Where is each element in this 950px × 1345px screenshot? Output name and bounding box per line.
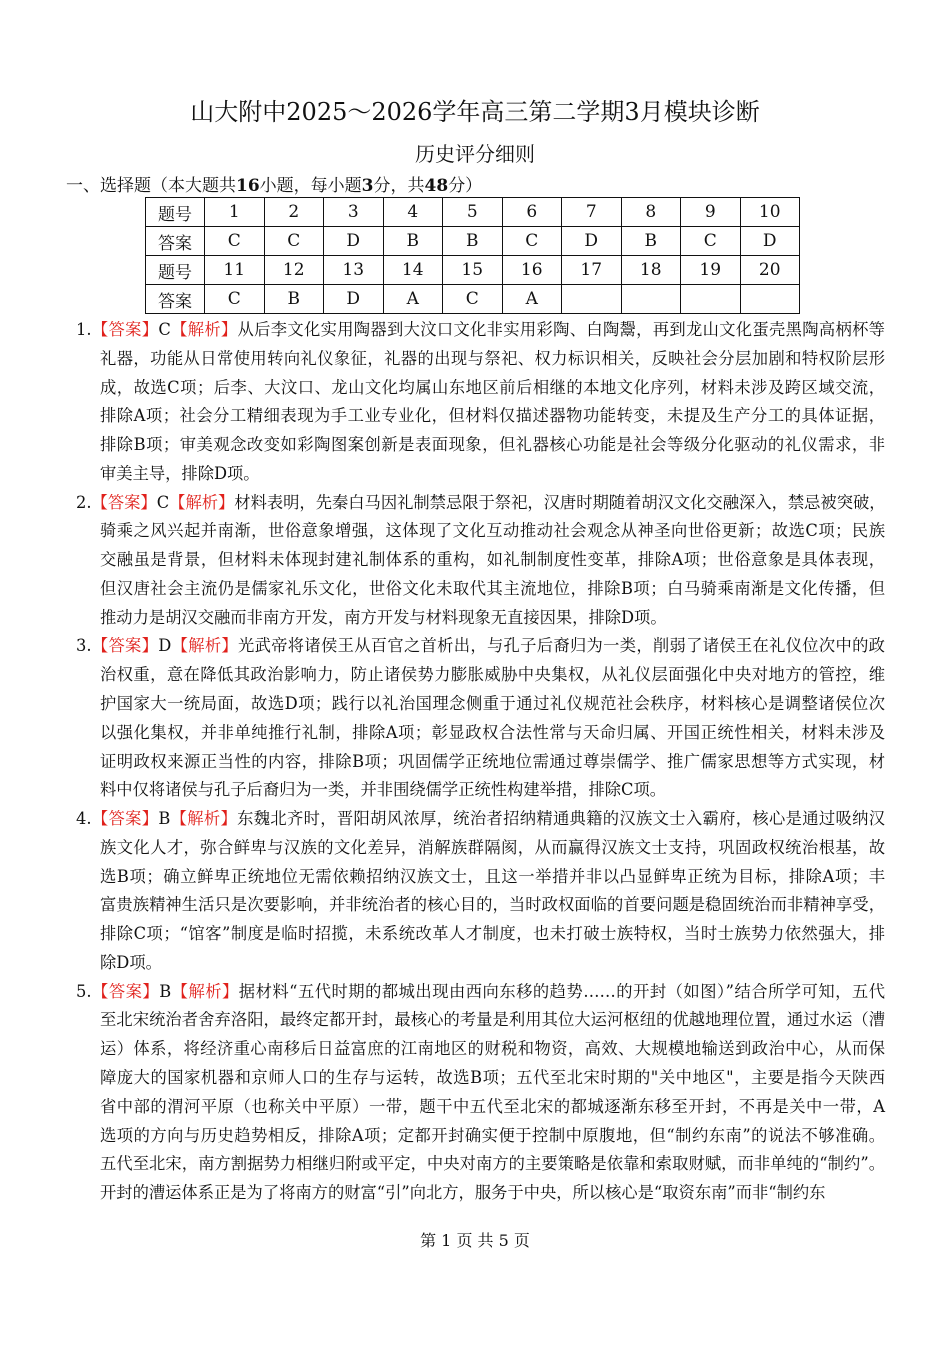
table-cell — [621, 285, 681, 314]
table-cell: 2 — [264, 198, 324, 227]
item-first-line — [76, 635, 885, 657]
table-cell: C — [264, 227, 324, 256]
analysis-text: 材料表明，先秦白马因礼制禁忌限于祭祀，汉唐时期随着胡汉文化交融深入，禁忌被突破， — [234, 492, 886, 512]
table-cell: C — [681, 227, 741, 256]
item-line: 护国家大一统局面，故选D项；践行以礼治国理念侧重于通过礼仪规范社会秩序，材料核心是调整诸侯位次 — [100, 694, 885, 713]
item-line: 富贵族精神生活只是次要影响，并非统治者的核心目的，当时政权面临的首要问题是稳固统治而非精神享受， — [100, 895, 885, 915]
section-suffix: 分） — [448, 176, 483, 196]
answer-label: 【答案】 — [91, 636, 159, 656]
table-cell: 9 — [681, 198, 741, 227]
analysis-text: 东魏北齐时，晋阳胡风浓厚，统治者招纳精通典籍的汉族文士入霸府，核心是通过吸纳汉 — [237, 809, 885, 829]
item-number: 4. — [76, 809, 92, 829]
table-cell: D — [740, 227, 800, 256]
item-line: 选项的方向与历史趋势相反，排除A项；定都开封确实便于控制中原腹地，但“制约东南”的说法不够准确。 — [100, 1125, 885, 1145]
analysis-label: 【解析】 — [170, 320, 238, 339]
item-line: 以强化集权，并非单纯推行礼制，排除A项；彰显政权合法性常与天命归属、开国正统性相关，材料未涉及 — [100, 722, 885, 742]
table-answer-row — [146, 227, 800, 256]
analysis-label: 【解析】 — [171, 981, 239, 1001]
page-footer: 第 1 页 共 5 页 — [420, 1231, 530, 1250]
analysis-text: 据材料“五代时期的都城出现由西向东移的趋势……的开封（如图）”结合所学可知，五代 — [238, 981, 885, 1001]
item-first-line — [76, 319, 885, 341]
analysis-label: 【解析】 — [171, 636, 239, 656]
item-first-line — [76, 808, 885, 830]
table-cell: B — [621, 227, 681, 256]
item-line: 成，故选C项；后李、大汶口、龙山文化均属山东地区前后相继的本地文化序列，材料未涉及跨区域交流， — [100, 377, 885, 397]
table-row-label: 题号 — [146, 256, 205, 285]
section-heading — [66, 171, 482, 196]
item-line: 料中仅将诸侯与孔子后裔归为一类，并非围绕儒学正统性构建举措，排除C项。 — [100, 780, 667, 800]
table-cell: D — [324, 227, 384, 256]
item-line: 至北宋统治者舍弃洛阳，最终定都开封，最核心的考量是利用其位大运河枢纽的优越地理位置，通过水运（漕 — [100, 1010, 885, 1030]
page-title: 山大附中2025～2026学年高三第二学期3月模块诊断 — [190, 98, 760, 126]
table-cell: 19 — [681, 256, 741, 285]
table-cell: B — [264, 285, 324, 314]
table-cell: 12 — [264, 256, 324, 285]
answer-letter: B — [158, 809, 171, 829]
analysis-text: 从后李文化实用陶器到大汶口文化非实用彩陶、白陶鬶，再到龙山文化蛋壳黑陶高柄杯等 — [237, 320, 885, 339]
item-line: 治权重，意在降低其政治影响力，防止诸侯势力膨胀威胁中央集权，从礼仪层面强化中央对地方的管控，维 — [100, 665, 885, 685]
table-cell — [681, 285, 741, 314]
answer-label: 【答案】 — [91, 981, 160, 1001]
answer-letter: D — [158, 636, 172, 656]
answer-label: 【答案】 — [91, 320, 159, 339]
item-line: 族文化人才，弥合鲜卑与汉族的文化差异，消解族群隔阂，从而赢得汉族文士支持，巩固政权统治根基，故 — [100, 837, 885, 857]
table-number-row — [146, 256, 800, 285]
table-cell: 5 — [443, 198, 503, 227]
answer-letter: B — [159, 981, 172, 1001]
table-row-label: 答案 — [146, 227, 205, 256]
item-line: 骑乘之风兴起并南渐，世俗意象增强，这体现了文化互动推动社会观念从神圣向世俗更新；故选C项；民族 — [100, 521, 885, 541]
table-cell: A — [502, 285, 562, 314]
table-answer-row — [146, 285, 800, 314]
item-line: 但汉唐社会主流仍是儒家礼乐文化，世俗文化未取代其主流地位，排除B项；白马骑乘南渐是文化传播，但 — [100, 578, 885, 598]
section-each: 3 — [361, 176, 374, 196]
item-number: 1. — [76, 320, 92, 339]
item-line: 省中部的渭河平原（也称关中平原）一带，题干中五代至北宋的都城逐渐东移至开封，不再是关中一带，A — [100, 1096, 885, 1116]
table-cell: 16 — [502, 256, 562, 285]
table-cell: D — [324, 285, 384, 314]
table-cell: C — [205, 285, 265, 314]
item-line: 排除B项；审美观念改变如彩陶图案创新是表面现象，但礼器核心功能是社会等级分化驱动的礼仪需求，非 — [100, 435, 885, 455]
table-row-label: 题号 — [146, 198, 205, 227]
item-number: 3. — [76, 636, 92, 656]
table-cell: 10 — [740, 198, 800, 227]
section-total: 48 — [424, 176, 449, 196]
section-mid2: 分，共 — [373, 176, 425, 196]
analysis-label: 【解析】 — [169, 492, 235, 512]
table-cell: 17 — [562, 256, 622, 285]
table-cell — [740, 285, 800, 314]
table-cell: 7 — [562, 198, 622, 227]
item-line: 审美主导，排除D项。 — [100, 463, 260, 483]
answer-letter: C — [158, 320, 171, 339]
table-cell: D — [562, 227, 622, 256]
table-cell: 8 — [621, 198, 681, 227]
item-line: 推动力是胡汉交融而非南方开发，南方开发与材料现象无直接因果，排除D项。 — [100, 607, 667, 627]
item-number: 5. — [76, 981, 92, 1001]
table-cell: 15 — [443, 256, 503, 285]
table-cell: C — [443, 285, 503, 314]
table-cell: B — [383, 227, 443, 256]
table-cell: 6 — [502, 198, 562, 227]
table-cell: 3 — [324, 198, 384, 227]
table-cell: 1 — [205, 198, 265, 227]
page-subtitle: 历史评分细则 — [415, 142, 535, 166]
table-cell: 4 — [383, 198, 443, 227]
table-cell — [562, 285, 622, 314]
item-line: 证明政权来源正当性的内容，排除B项；巩固儒学正统地位需通过尊崇儒学、推广儒家思想等方式实现，材 — [100, 751, 885, 771]
table-cell: B — [443, 227, 503, 256]
item-line: 选B项；确立鲜卑正统地位无需依赖招纳汉族文士，且这一举措并非以凸显鲜卑正统为目标，排除A项；丰 — [100, 866, 885, 886]
item-number: 2. — [76, 492, 92, 512]
table-cell: 18 — [621, 256, 681, 285]
table-cell: A — [383, 285, 443, 314]
answer-label: 【答案】 — [91, 492, 157, 512]
table-cell: C — [205, 227, 265, 256]
item-line: 交融虽是背景，但材料未体现封建礼制体系的重构，如礼制制度性变革，排除A项；世俗意象是具体表现， — [100, 550, 885, 570]
item-line: 排除A项；社会分工精细表现为手工业专业化，但材料仅描述器物功能转变，未提及生产分工的具体证据， — [100, 406, 885, 426]
item-line: 障庞大的国家机器和京师人口的生存与运转，故选B项；五代至北宋时期的"关中地区"，主要是指今天陕西 — [100, 1068, 885, 1088]
item-line: 运）体系，将经济重心南移后日益富庶的江南地区的财税和物资，高效、大规模地输送到政治中心，从而保 — [100, 1039, 885, 1059]
table-cell: 20 — [740, 256, 800, 285]
item-first-line — [76, 981, 885, 1003]
analysis-text: 光武帝将诸侯王从百官之首析出，与孔子后裔归为一类，削弱了诸侯王在礼仪位次中的政 — [238, 636, 885, 656]
table-cell: 11 — [205, 256, 265, 285]
table-number-row — [146, 198, 800, 227]
section-count: 16 — [236, 176, 260, 196]
answer-letter: C — [156, 492, 170, 512]
table-cell: 14 — [383, 256, 443, 285]
section-mid1: 小题，每小题 — [259, 176, 362, 196]
item-line: 除D项。 — [100, 952, 162, 972]
item-line: 礼器，功能从日常使用转向礼仪象征，礼器的出现与祭祀、权力标识相关，反映社会分层加剧和特权阶层形 — [100, 348, 885, 368]
item-line: 五代至北宋，南方割据势力相继归附或平定，中央对南方的主要策略是依靠和索取财赋，而非单纯的“制约”。 — [100, 1154, 885, 1174]
item-first-line — [76, 492, 885, 514]
table-cell: C — [502, 227, 562, 256]
table-row-label: 答案 — [146, 285, 205, 314]
answer-table — [145, 197, 800, 314]
table-cell: 13 — [324, 256, 384, 285]
item-line: 排除C项；“馆客”制度是临时招揽，未系统改革人才制度，也未打破士族特权，当时士族势力依然强大，排 — [100, 924, 885, 944]
answer-label: 【答案】 — [91, 809, 159, 829]
analysis-label: 【解析】 — [170, 809, 238, 829]
section-prefix: 一、选择题（本大题共 — [66, 176, 236, 196]
item-line: 开封的漕运体系正是为了将南方的财富“引”向北方，服务于中央，所以核心是“取资东南”而非“制约东 — [100, 1183, 826, 1203]
